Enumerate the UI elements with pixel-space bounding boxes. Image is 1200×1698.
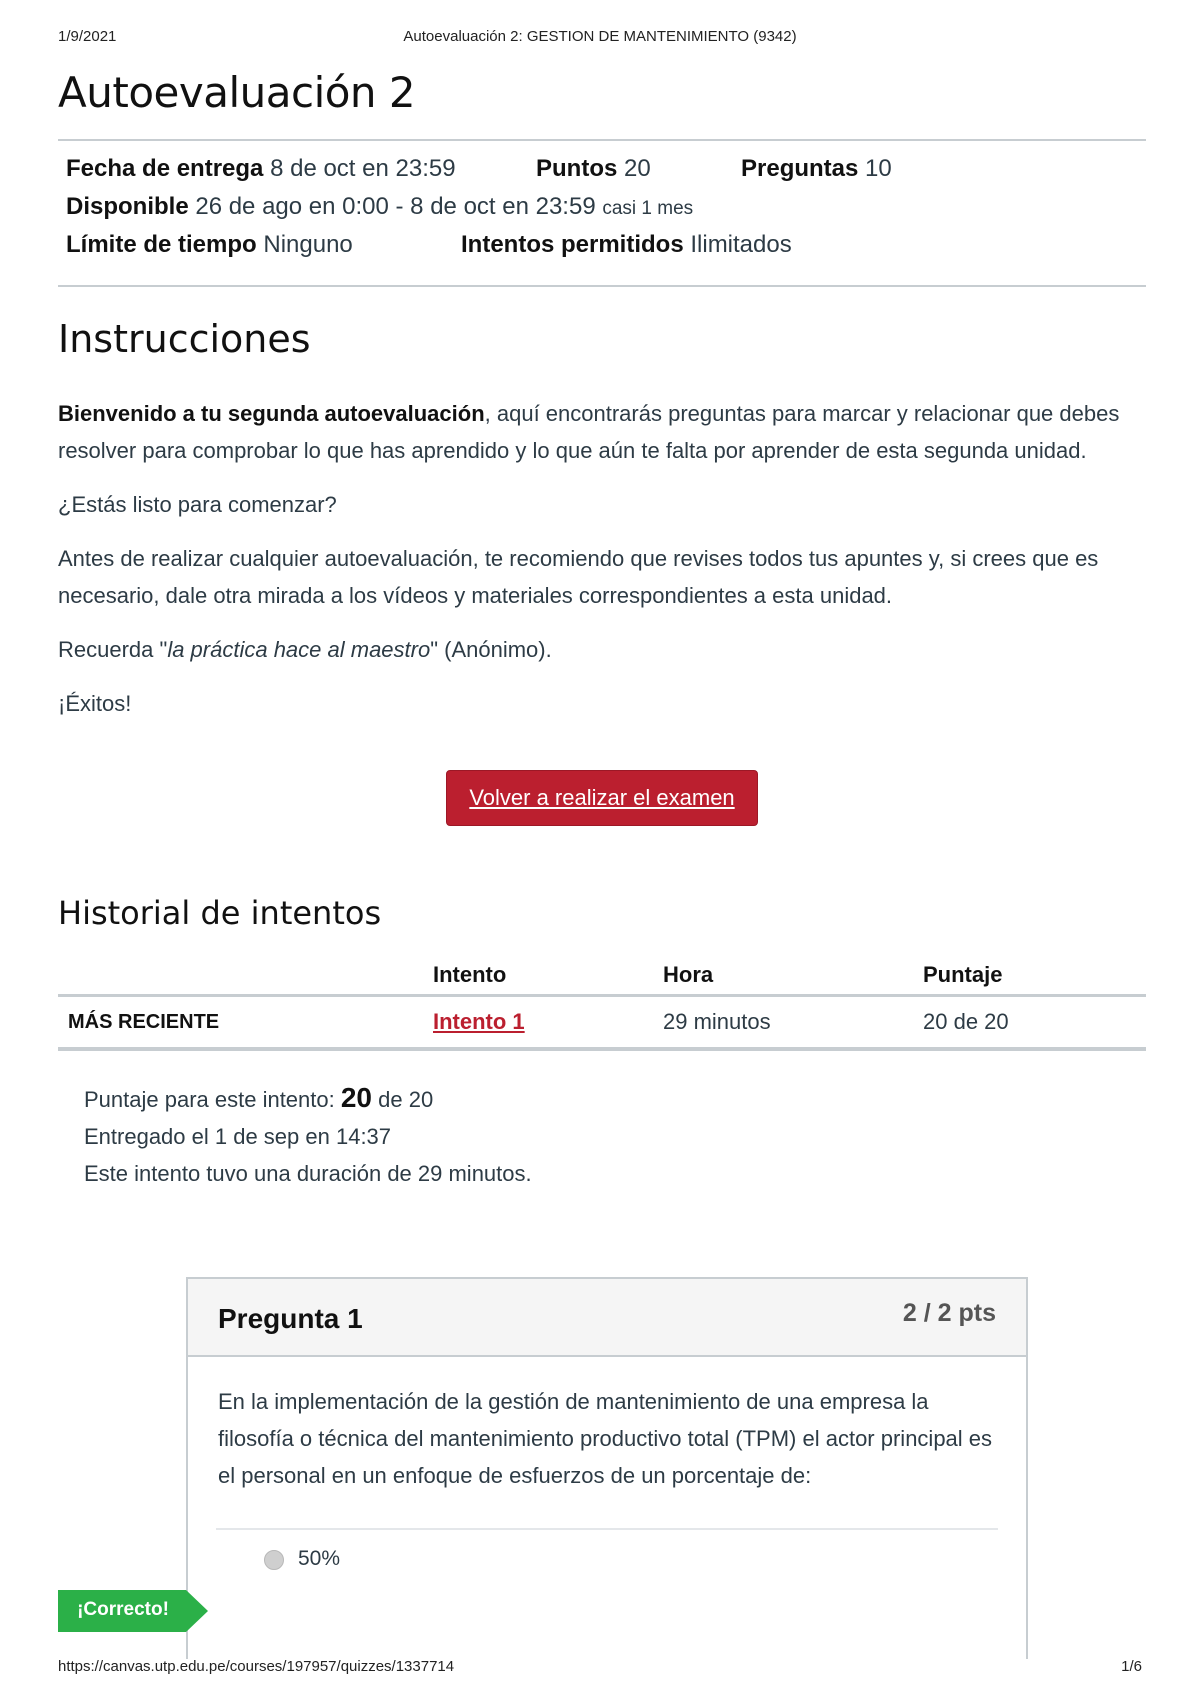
details-row-1 [66, 155, 1138, 193]
print-footer [58, 1658, 1142, 1678]
main-content [58, 60, 1146, 1192]
duration-line: Este intento tuvo una duración de 29 minutos. [84, 1161, 532, 1186]
column-header: Puntaje [913, 958, 1146, 996]
quote-text: la práctica hace al maestro [167, 637, 431, 662]
question-card [186, 1277, 1028, 1659]
instructions-heading: Instrucciones [58, 317, 311, 361]
due-label: Fecha de entrega [66, 155, 264, 182]
available-label: Disponible [66, 193, 189, 220]
available-value: 26 de ago en 0:00 - 8 de oct en 23:59 [195, 193, 596, 220]
instructions-paragraph: Bienvenido a tu segunda autoevaluación, aquí encontrarás preguntas para marcar y relacionar que debes resolver para comprobar lo que has aprendido y lo que aún te falta por aprender de esta segunda unidad. [58, 401, 1120, 463]
question-text: En la implementación de la gestión de mantenimiento de una empresa la filosofía o técnica del mantenimiento productivo total (TPM) el actor principal es el personal en un enfoque de esfuerzos de un porcentaje de: [218, 1389, 993, 1488]
questions-value: 10 [865, 155, 892, 182]
instructions-paragraph: ¿Estás listo para comenzar? [58, 492, 337, 517]
column-header: Intento [423, 958, 653, 996]
attempts-label: Intentos permitidos [461, 231, 684, 258]
print-header [58, 28, 1142, 48]
attempt-score: 20 de 20 [913, 996, 1146, 1049]
points-label: Puntos [536, 155, 618, 182]
print-url: https://canvas.utp.edu.pe/courses/197957/quizzes/1337714 [58, 1658, 455, 1675]
print-date: 1/9/2021 [58, 28, 117, 45]
points-value: 20 [624, 155, 651, 182]
attempt-history-table [58, 958, 1146, 1049]
instructions-body [58, 395, 1146, 722]
column-header [58, 958, 423, 996]
due-value: 8 de oct en 23:59 [270, 155, 456, 182]
quiz-details [58, 141, 1146, 285]
question-points: 2 / 2 pts [902, 1299, 996, 1327]
attempt-score-value: 20 [340, 1082, 373, 1113]
correct-flag [58, 1590, 208, 1632]
attempt-summary [58, 1051, 1146, 1192]
retake-wrap [58, 770, 1146, 826]
page-number: 1/6 [1121, 1658, 1142, 1675]
details-row-2 [66, 193, 1138, 231]
table-header-row [58, 958, 1146, 996]
answer-label: 50% [298, 1547, 341, 1570]
radio-icon[interactable] [264, 1550, 284, 1570]
time-limit-label: Límite de tiempo [66, 231, 257, 258]
time-limit-value: Ninguno [263, 231, 353, 258]
attempt-link[interactable]: Intento 1 [433, 1009, 525, 1034]
available-note: casi 1 mes [602, 198, 694, 219]
answer-option[interactable] [264, 1530, 1026, 1584]
correct-label: ¡Correcto! [77, 1599, 169, 1620]
table-row [58, 996, 1146, 1049]
divider [58, 285, 1146, 287]
print-title: Autoevaluación 2: GESTION DE MANTENIMIENTO (9342) [403, 28, 797, 45]
attempts-value: Ilimitados [690, 231, 792, 258]
most-recent-label: MÁS RECIENTE [58, 996, 423, 1049]
column-header: Hora [653, 958, 913, 996]
instructions-paragraph: ¡Éxitos! [58, 691, 132, 716]
submitted-line: Entregado el 1 de sep en 14:37 [84, 1124, 392, 1149]
attempt-time: 29 minutos [653, 996, 913, 1049]
instructions-paragraph: Antes de realizar cualquier autoevaluación, te recomiendo que revises todos tus apuntes y, si crees que es necesario, dale otra mirada a los vídeos y materiales correspondientes a esta unidad. [58, 546, 1099, 608]
instructions-paragraph: Recuerda "la práctica hace al maestro" (Anónimo). [58, 637, 552, 662]
retake-quiz-button[interactable]: Volver a realizar el examen [446, 770, 757, 826]
details-row-3 [66, 231, 1138, 269]
questions-label: Preguntas [741, 155, 859, 182]
question-header [188, 1279, 1026, 1357]
question-title: Pregunta 1 [218, 1303, 363, 1334]
welcome-text: Bienvenido a tu segunda autoevaluación [58, 401, 485, 426]
quiz-title: Autoevaluación 2 [58, 68, 416, 117]
history-heading: Historial de intentos [58, 894, 382, 932]
attempt-score-line: Puntaje para este intento: 20 de 20 [84, 1082, 434, 1113]
